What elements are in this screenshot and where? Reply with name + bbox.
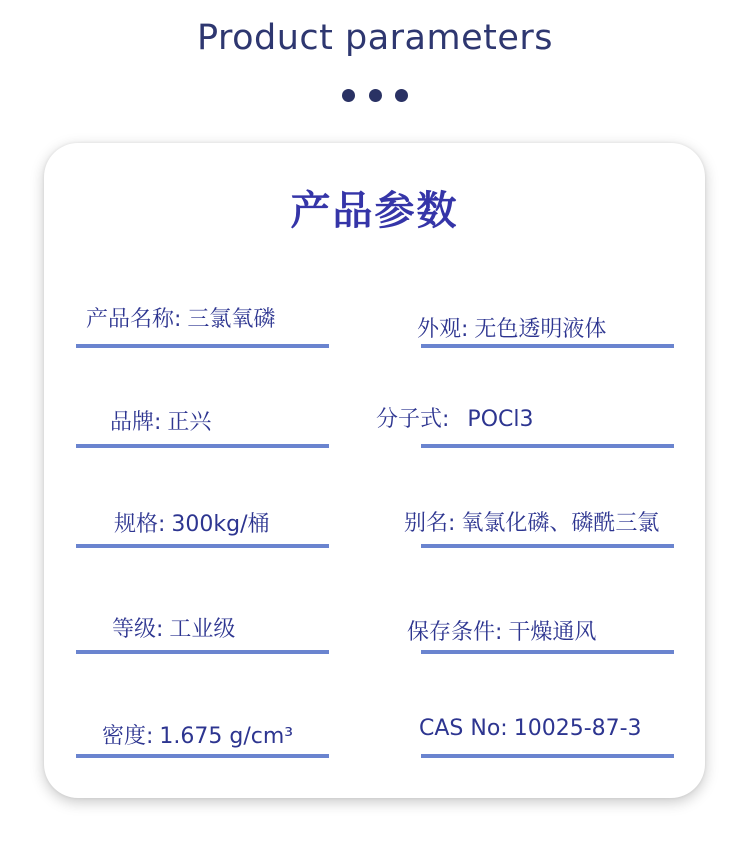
field-value: 氧氯化磷、磷酰三氯 bbox=[461, 511, 660, 536]
field-text bbox=[102, 719, 293, 750]
field-text bbox=[404, 506, 659, 537]
field-underline bbox=[421, 544, 674, 548]
dot-icon bbox=[395, 89, 408, 102]
field-label: 等级: bbox=[112, 617, 164, 642]
field-label: CAS No: bbox=[419, 716, 508, 741]
field-underline bbox=[76, 650, 329, 654]
field-text bbox=[114, 507, 270, 538]
section-heading: Product parameters bbox=[196, 18, 554, 58]
field-value: 三氯氧磷 bbox=[187, 307, 276, 332]
field-label: 品牌: bbox=[110, 410, 162, 435]
field-underline bbox=[421, 650, 674, 654]
field-label: 产品名称: bbox=[86, 307, 182, 332]
dot-icon bbox=[369, 89, 382, 102]
field-value: 干燥通风 bbox=[508, 620, 597, 645]
field-text bbox=[419, 716, 642, 741]
field-text bbox=[112, 612, 235, 643]
field-value: 工业级 bbox=[169, 617, 236, 642]
field-label: 密度: bbox=[102, 724, 154, 749]
field-value: 10025-87-3 bbox=[513, 716, 642, 741]
field-underline bbox=[76, 754, 329, 758]
field-value: 1.675 g/cm³ bbox=[159, 724, 294, 749]
field-text bbox=[86, 302, 275, 333]
field-label: 保存条件: bbox=[407, 620, 503, 645]
field-value: POCl3 bbox=[467, 407, 534, 432]
field-underline bbox=[421, 444, 674, 448]
field-label: 别名: bbox=[404, 511, 456, 536]
field-text bbox=[110, 405, 211, 436]
field-label: 规格: bbox=[114, 512, 166, 537]
field-label: 分子式: bbox=[376, 407, 450, 432]
card-title: 产品参数 bbox=[290, 188, 459, 234]
field-text bbox=[376, 402, 533, 433]
field-value: 正兴 bbox=[167, 410, 212, 435]
field-text bbox=[417, 312, 606, 343]
field-label: 外观: bbox=[417, 317, 469, 342]
field-value: 300kg/桶 bbox=[171, 512, 270, 537]
decorative-dots bbox=[342, 89, 408, 103]
field-underline bbox=[76, 344, 329, 348]
field-underline bbox=[76, 544, 329, 548]
parameters-card bbox=[44, 143, 705, 798]
field-underline bbox=[421, 344, 674, 348]
field-underline bbox=[421, 754, 674, 758]
field-value: 无色透明液体 bbox=[474, 317, 607, 342]
field-underline bbox=[76, 444, 329, 448]
field-text bbox=[407, 615, 596, 646]
dot-icon bbox=[342, 89, 355, 102]
